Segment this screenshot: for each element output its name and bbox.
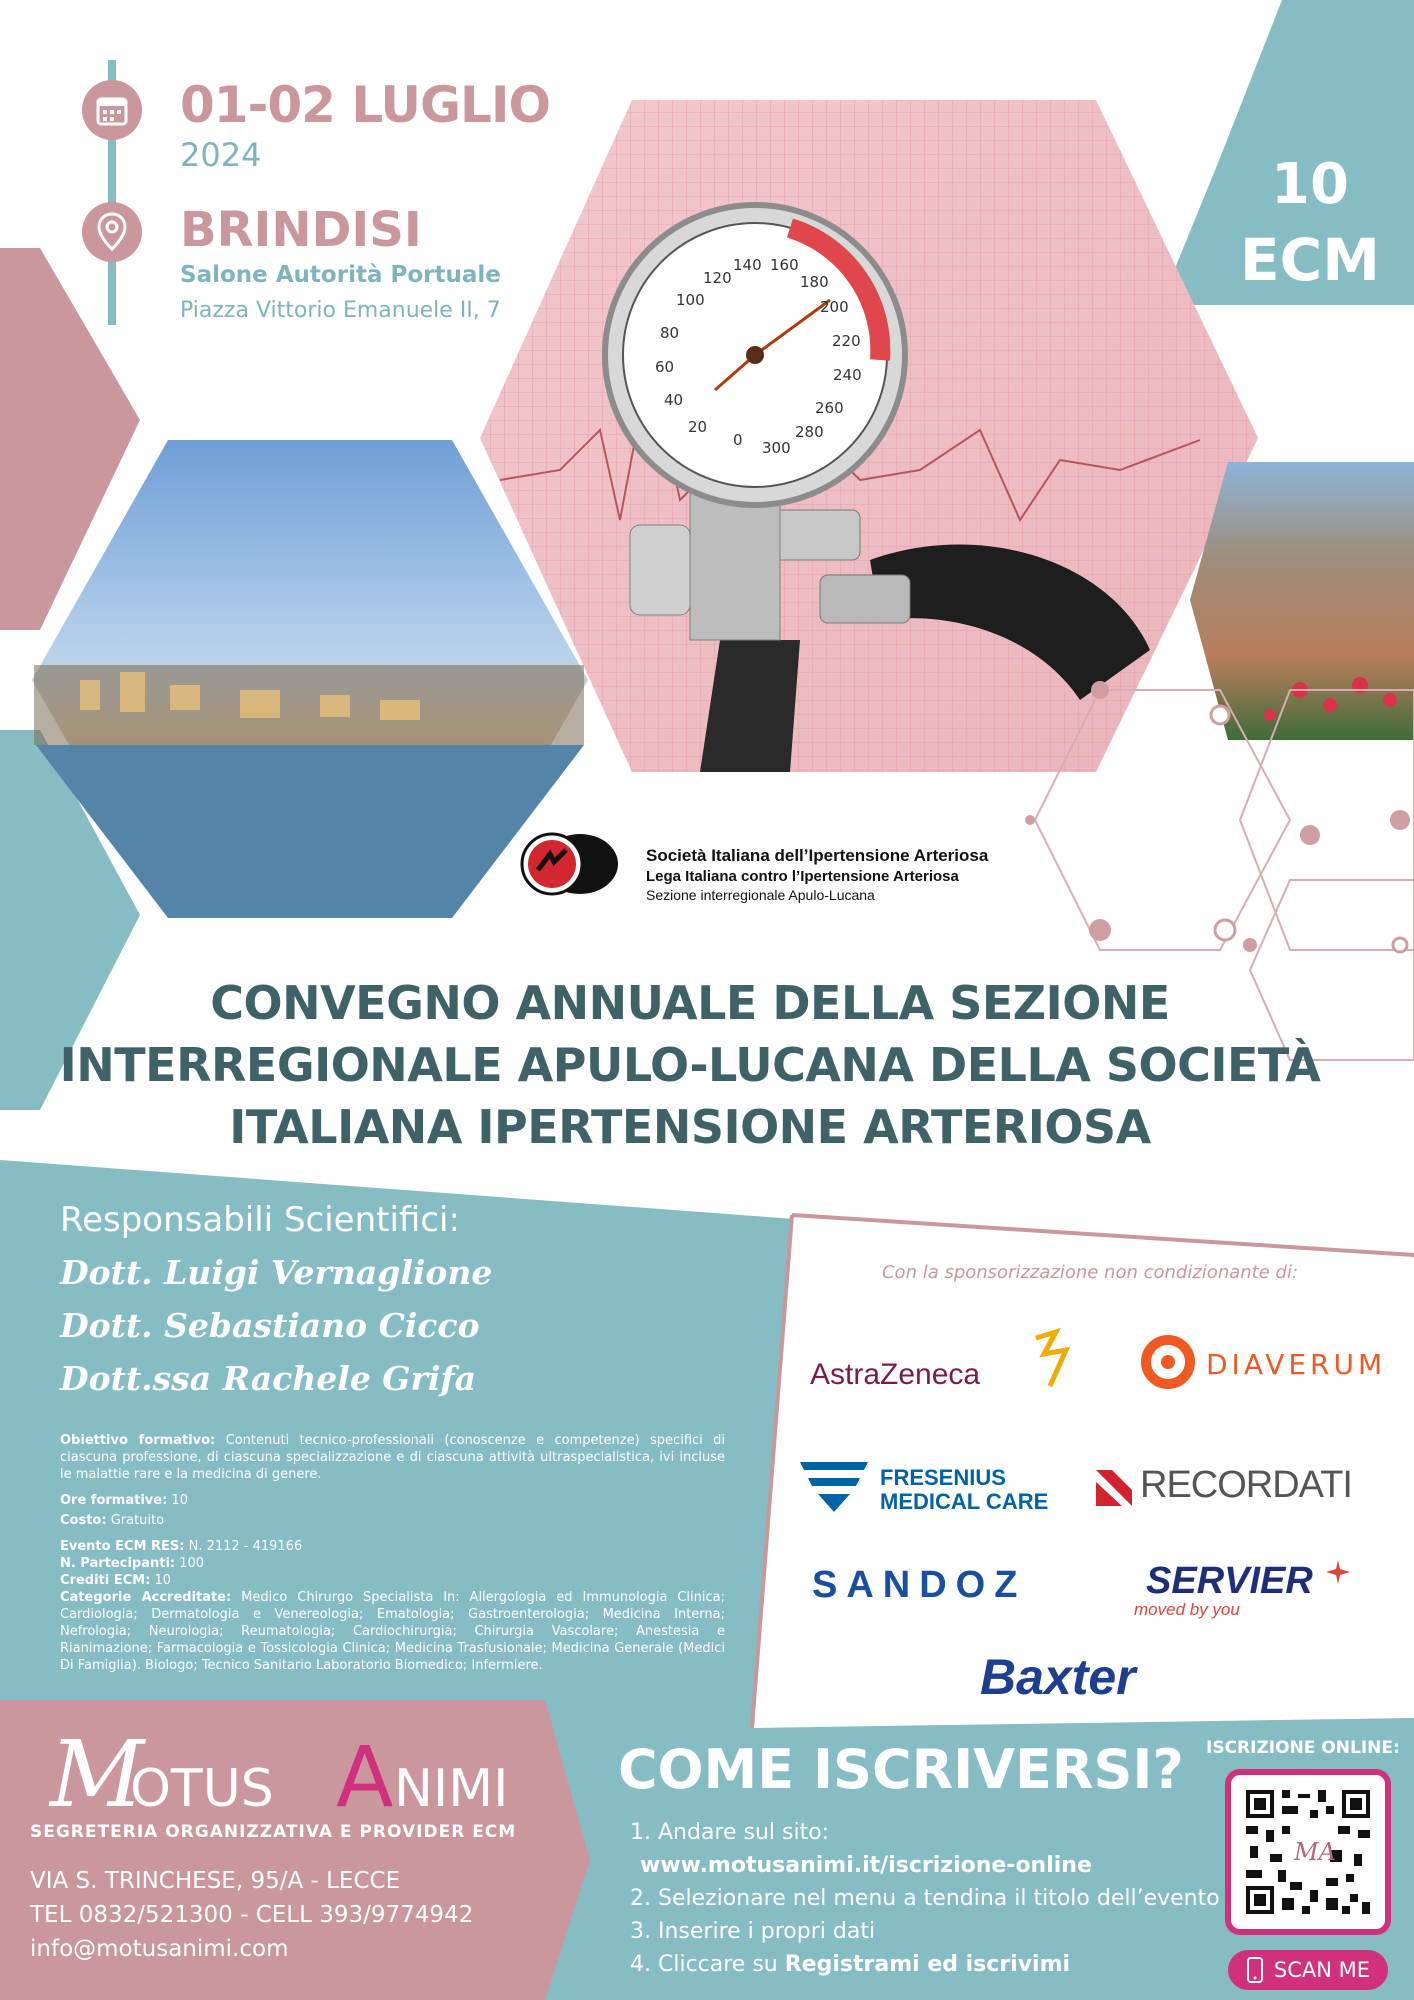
event-city: BRINDISI — [180, 202, 422, 258]
registration-step-1: 1. Andare sul sito: — [630, 1820, 830, 1845]
event-date: 01-02 LUGLIO — [180, 76, 551, 134]
organizer-phone: TEL 0832/521300 - CELL 393/9774942 — [30, 1902, 474, 1928]
sandoz-logo: SANDOZ — [812, 1564, 1027, 1606]
svg-text:300: 300 — [762, 439, 791, 457]
ore-label: Ore formative: — [60, 1493, 168, 1508]
registration-step-4 — [630, 1952, 1070, 1977]
society-name: Società Italiana dell’Ipertensione Arteriosa — [646, 846, 989, 865]
diaverum-icon — [1138, 1326, 1198, 1394]
society-league: Lega Italiana contro l’Ipertensione Arteriosa — [646, 868, 959, 885]
registration-step-2: 2. Selezionare nel menu a tendina il titolo dell’evento — [630, 1886, 1220, 1911]
registration-step-4-action: Registrami ed iscrivimi — [784, 1952, 1071, 1977]
svg-text:240: 240 — [833, 366, 862, 384]
partecipanti-value: 100 — [179, 1556, 205, 1571]
costo-label: Costo: — [60, 1513, 107, 1528]
responsabile-name: Dott.ssa Rachele Grifa — [60, 1359, 476, 1398]
svg-text:0: 0 — [733, 431, 743, 449]
svg-text:220: 220 — [832, 332, 861, 350]
servier-star-icon — [1326, 1560, 1350, 1584]
event-venue: Salone Autorità Portuale — [180, 262, 501, 288]
location-pin-icon — [96, 212, 128, 252]
motus-animi-logo — [30, 1718, 550, 1818]
evento-value: N. 2112 - 419166 — [188, 1539, 303, 1554]
organizer-address: VIA S. TRINCHESE, 95/A - LECCE — [30, 1868, 401, 1894]
scan-me-label: SCAN ME — [1273, 1958, 1371, 1982]
evento-ecm — [60, 1538, 725, 1555]
obiettivo-text: Contenuti tecnico-professionali (conoscenze e competenze) specifici di ciascuna professione, di ciascuna specializzazione e di ciascuna attività ultraspecialistica, ivi incluse le malattie rare e la medicina di genere. — [60, 1433, 725, 1482]
event-year: 2024 — [180, 136, 262, 174]
crediti-label: Crediti ECM: — [60, 1573, 151, 1588]
obiettivo-formativo — [60, 1432, 725, 1483]
organizer-email[interactable]: info@motusanimi.com — [30, 1936, 289, 1962]
recordati-icon — [1094, 1468, 1134, 1508]
ecm-credits-number: 10 — [1271, 152, 1349, 217]
ecm-credits-label: ECM — [1240, 226, 1380, 294]
title-line-2: INTERREGIONALE APULO-LUCANA DELLA SOCIETÀ — [59, 1038, 1321, 1092]
fresenius-line-1: FRESENIUS — [880, 1465, 1006, 1490]
svg-text:160: 160 — [770, 256, 799, 274]
baxter-logo: Baxter — [980, 1649, 1136, 1705]
ore-value: 10 — [171, 1493, 188, 1508]
fresenius-logo — [880, 1466, 1048, 1514]
organizer-subtitle: SEGRETERIA ORGANIZZATIVA E PROVIDER ECM — [30, 1822, 517, 1842]
svg-text:80: 80 — [660, 324, 680, 342]
crediti-value: 10 — [154, 1573, 171, 1588]
title-line-1: CONVEGNO ANNUALE DELLA SEZIONE — [210, 976, 1170, 1030]
recordati-logo: RECORDATI — [1140, 1464, 1352, 1506]
svg-text:MA: MA — [1294, 1838, 1336, 1866]
evento-label: Evento ECM RES: — [60, 1539, 185, 1554]
crediti-ecm — [60, 1572, 725, 1589]
categorie-text: Medico Chirurgo Specialista In: Allergologia ed Immunologia Clinica; Cardiologia; Dermatologia e Venereologia; Ematologia; Gastroenterologia; Medicina Interna; Nefrologia; Neurologia; Reumatologia; Cardiochirurgia; Chirurgia Vascolare; Anestesia e Rianimazione; Farmacologia e Tossicologia Clinica; Medicina Trasfusionale; Medicina Generale (Medici Di Famiglia). Biologo; Tecnico Sanitario Laboratorio Biomedico; Infermiere. — [60, 1590, 725, 1673]
calendar-icon — [94, 92, 130, 128]
svg-text:280: 280 — [795, 423, 824, 441]
qr-code[interactable] — [1242, 1786, 1374, 1918]
title-line-3: ITALIANA IPERTENSIONE ARTERIOSA — [229, 1100, 1151, 1154]
gauge-hexagon-image — [480, 100, 1258, 772]
svg-text:20: 20 — [688, 418, 708, 436]
svg-text:100: 100 — [676, 291, 705, 309]
responsabile-name: Dott. Luigi Vernaglione — [60, 1253, 493, 1292]
fresenius-line-2: MEDICAL CARE — [880, 1489, 1049, 1514]
diaverum-logo: DIAVERUM — [1206, 1348, 1387, 1381]
registration-step-3: 3. Inserire i propri dati — [630, 1919, 876, 1944]
partecipanti-label: N. Partecipanti: — [60, 1556, 176, 1571]
scan-me-button[interactable] — [1228, 1950, 1388, 1990]
ore-formative — [60, 1492, 725, 1509]
responsabili-heading: Responsabili Scientifici: — [60, 1200, 460, 1240]
sponsors-heading: Con la sponsorizzazione non condizionante di: — [881, 1262, 1299, 1283]
astrazeneca-logo: AstraZeneca — [810, 1358, 981, 1391]
svg-text:260: 260 — [815, 399, 844, 417]
registration-step-4-prefix: 4. Cliccare su — [630, 1952, 785, 1977]
categorie-accreditate — [60, 1589, 725, 1674]
online-registration-label: ISCRIZIONE ONLINE: — [1206, 1738, 1400, 1758]
svg-text:M: M — [50, 1721, 145, 1818]
obiettivo-label: Obiettivo formativo: — [60, 1433, 216, 1448]
registration-heading: COME ISCRIVERSI? — [618, 1738, 1184, 1801]
svg-text:180: 180 — [800, 273, 829, 291]
society-section: Sezione interregionale Apulo-Lucana — [646, 887, 875, 903]
astrazeneca-icon — [1030, 1328, 1074, 1390]
categorie-label: Categorie Accreditate: — [60, 1590, 232, 1605]
registration-url-link[interactable]: www.motusanimi.it/iscrizione-online — [640, 1853, 1092, 1878]
siia-logo-icon — [520, 830, 620, 898]
svg-text:200: 200 — [820, 298, 849, 316]
costo — [60, 1512, 725, 1529]
svg-text:40: 40 — [664, 391, 684, 409]
fresenius-icon — [798, 1458, 870, 1514]
svg-text:140: 140 — [733, 256, 762, 274]
servier-logo: SERVIER — [1146, 1560, 1313, 1602]
svg-text:60: 60 — [655, 358, 675, 376]
servier-tagline: moved by you — [1134, 1600, 1240, 1619]
svg-text:120: 120 — [703, 269, 732, 287]
svg-text:NIMI: NIMI — [394, 1759, 509, 1818]
partecipanti — [60, 1555, 725, 1572]
event-address: Piazza Vittorio Emanuele II, 7 — [180, 298, 501, 323]
event-title — [40, 972, 1340, 1158]
phone-icon — [1246, 1957, 1264, 1983]
costo-value: Gratuito — [110, 1513, 165, 1528]
brindisi-hexagon-image — [32, 440, 588, 918]
responsabile-name: Dott. Sebastiano Cicco — [60, 1306, 480, 1345]
svg-text:A: A — [336, 1728, 394, 1818]
motus-animi-wordmark — [30, 1718, 550, 1818]
svg-text:OTUS: OTUS — [130, 1759, 274, 1818]
